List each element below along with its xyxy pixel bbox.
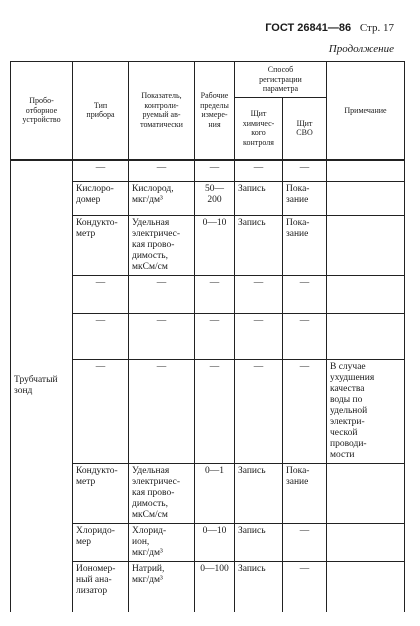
device-cell: Трубчатый зонд: [11, 160, 73, 612]
continuation-label: Продолжение: [328, 43, 394, 55]
cell-type: Кондукто- метр: [73, 216, 129, 276]
col-limits: Рабочие пределы измере- ния: [195, 62, 235, 160]
col-indicator: Показатель, контроли- руемый ав- томатически: [129, 62, 195, 160]
cell-chem: Запись: [235, 464, 283, 524]
cell-note: [327, 314, 405, 360]
cell-type: Кислоро- домер: [73, 182, 129, 216]
cell-limits: —: [195, 276, 235, 314]
cell-svo: Пока- зание: [283, 216, 327, 276]
cell-note: [327, 160, 405, 182]
page-number: Стр. 17: [359, 22, 394, 34]
cell-indicator: —: [129, 160, 195, 182]
cell-chem: Запись: [235, 216, 283, 276]
cell-indicator: —: [129, 360, 195, 464]
cell-svo: —: [283, 360, 327, 464]
cell-note: В случае ухудшения качества воды по удельной электри- ческой проводи- мости: [327, 360, 405, 464]
page-header: [265, 22, 394, 34]
cell-limits: —: [195, 360, 235, 464]
cell-limits: —: [195, 314, 235, 360]
col-method: Способ регистрации параметра: [235, 62, 327, 98]
cell-chem: Запись: [235, 524, 283, 562]
cell-type: —: [73, 314, 129, 360]
cell-svo: —: [283, 524, 327, 562]
cell-note: [327, 216, 405, 276]
cell-indicator: Хлорид- ион, мкг/дм³: [129, 524, 195, 562]
cell-type: Иономер- ный ана- лизатор: [73, 562, 129, 612]
col-svo: Щит СВО: [283, 98, 327, 160]
cell-svo: Пока- зание: [283, 464, 327, 524]
cell-limits: 0—100: [195, 562, 235, 612]
cell-svo: —: [283, 314, 327, 360]
cell-svo: —: [283, 160, 327, 182]
cell-chem: Запись: [235, 182, 283, 216]
cell-limits: 0—1: [195, 464, 235, 524]
col-device: Пробо- отборное устройство: [11, 62, 73, 160]
cell-svo: —: [283, 562, 327, 612]
cell-note: [327, 464, 405, 524]
cell-chem: —: [235, 160, 283, 182]
cell-chem: —: [235, 276, 283, 314]
cell-note: [327, 524, 405, 562]
spec-table: [10, 61, 405, 612]
cell-indicator: Кислород, мкг/дм³: [129, 182, 195, 216]
col-note: Примечание: [327, 62, 405, 160]
gost-number: ГОСТ 26841—86: [265, 22, 352, 34]
table-row: [11, 160, 405, 182]
cell-limits: 0—10: [195, 524, 235, 562]
cell-indicator: Натрий, мкг/дм³: [129, 562, 195, 612]
col-chem: Щит химичес- кого контроля: [235, 98, 283, 160]
cell-type: —: [73, 360, 129, 464]
cell-indicator: Удельная электричес- кая прово- димость, мкСм/см: [129, 216, 195, 276]
cell-type: —: [73, 160, 129, 182]
cell-type: —: [73, 276, 129, 314]
cell-chem: Запись: [235, 562, 283, 612]
cell-limits: 0—10: [195, 216, 235, 276]
cell-type: Хлоридо- мер: [73, 524, 129, 562]
cell-svo: Пока- зание: [283, 182, 327, 216]
cell-type: Кондукто- метр: [73, 464, 129, 524]
cell-chem: —: [235, 314, 283, 360]
cell-svo: —: [283, 276, 327, 314]
col-type: Тип прибора: [73, 62, 129, 160]
cell-note: [327, 276, 405, 314]
cell-indicator: —: [129, 276, 195, 314]
cell-note: [327, 562, 405, 612]
cell-chem: —: [235, 360, 283, 464]
cell-note: [327, 182, 405, 216]
cell-limits: —: [195, 160, 235, 182]
cell-indicator: Удельная электричес- кая прово- димость, мкСм/см: [129, 464, 195, 524]
cell-indicator: —: [129, 314, 195, 360]
cell-limits: 50—200: [195, 182, 235, 216]
